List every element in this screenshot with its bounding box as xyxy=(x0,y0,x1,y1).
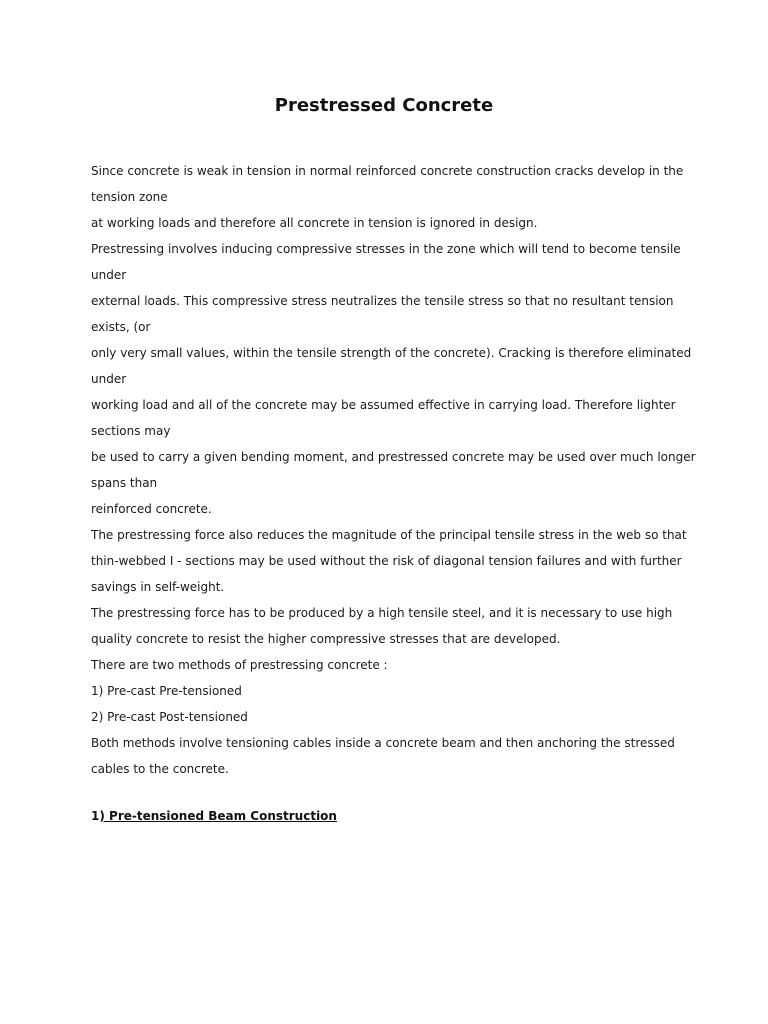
text-line: Both methods involve tensioning cables inside a concrete beam and then anchoring the stressed xyxy=(91,736,675,750)
text-line: under xyxy=(91,268,127,282)
text-line: tension zone xyxy=(91,190,168,204)
list-item: 1) Pre-cast Pre-tensioned xyxy=(91,684,242,698)
text-line: spans than xyxy=(91,476,158,490)
text-line: exists, (or xyxy=(91,320,151,334)
text-line: There are two methods of prestressing concrete : xyxy=(91,658,388,672)
text-line: working load and all of the concrete may be assumed effective in carrying load. Therefore lighter xyxy=(91,398,676,412)
text-line: savings in self-weight. xyxy=(91,580,225,594)
text-line: thin-webbed I - sections may be used without the risk of diagonal tension failures and with further xyxy=(91,554,682,568)
text-line: Prestressing involves inducing compressive stresses in the zone which will tend to become tensile xyxy=(91,242,681,256)
page-title: Prestressed Concrete xyxy=(274,95,494,116)
list-item: 2) Pre-cast Post-tensioned xyxy=(91,710,248,724)
text-line: The prestressing force has to be produced by a high tensile steel, and it is necessary to use high xyxy=(91,606,673,620)
body-text xyxy=(91,158,696,782)
section-number-paren: ) xyxy=(99,809,105,823)
text-line: quality concrete to resist the higher compressive stresses that are developed. xyxy=(91,632,561,646)
text-line: cables to the concrete. xyxy=(91,762,229,776)
text-line: under xyxy=(91,372,127,386)
text-line: at working loads and therefore all concrete in tension is ignored in design. xyxy=(91,216,538,230)
text-line: The prestressing force also reduces the magnitude of the principal tensile stress in the web so that xyxy=(91,528,687,542)
text-line: Since concrete is weak in tension in normal reinforced concrete construction cracks develop in the xyxy=(91,164,684,178)
text-line: only very small values, within the tensile strength of the concrete). Cracking is therefore eliminated xyxy=(91,346,692,360)
text-line: reinforced concrete. xyxy=(91,502,212,516)
section-title: Pre-tensioned Beam Construction xyxy=(104,809,337,823)
text-line: sections may xyxy=(91,424,171,438)
section-number: 1 xyxy=(91,809,100,823)
section-heading xyxy=(91,806,337,826)
text-line: be used to carry a given bending moment, and prestressed concrete may be used over much longer xyxy=(91,450,696,464)
text-line: external loads. This compressive stress neutralizes the tensile stress so that no resultant tension xyxy=(91,294,674,308)
